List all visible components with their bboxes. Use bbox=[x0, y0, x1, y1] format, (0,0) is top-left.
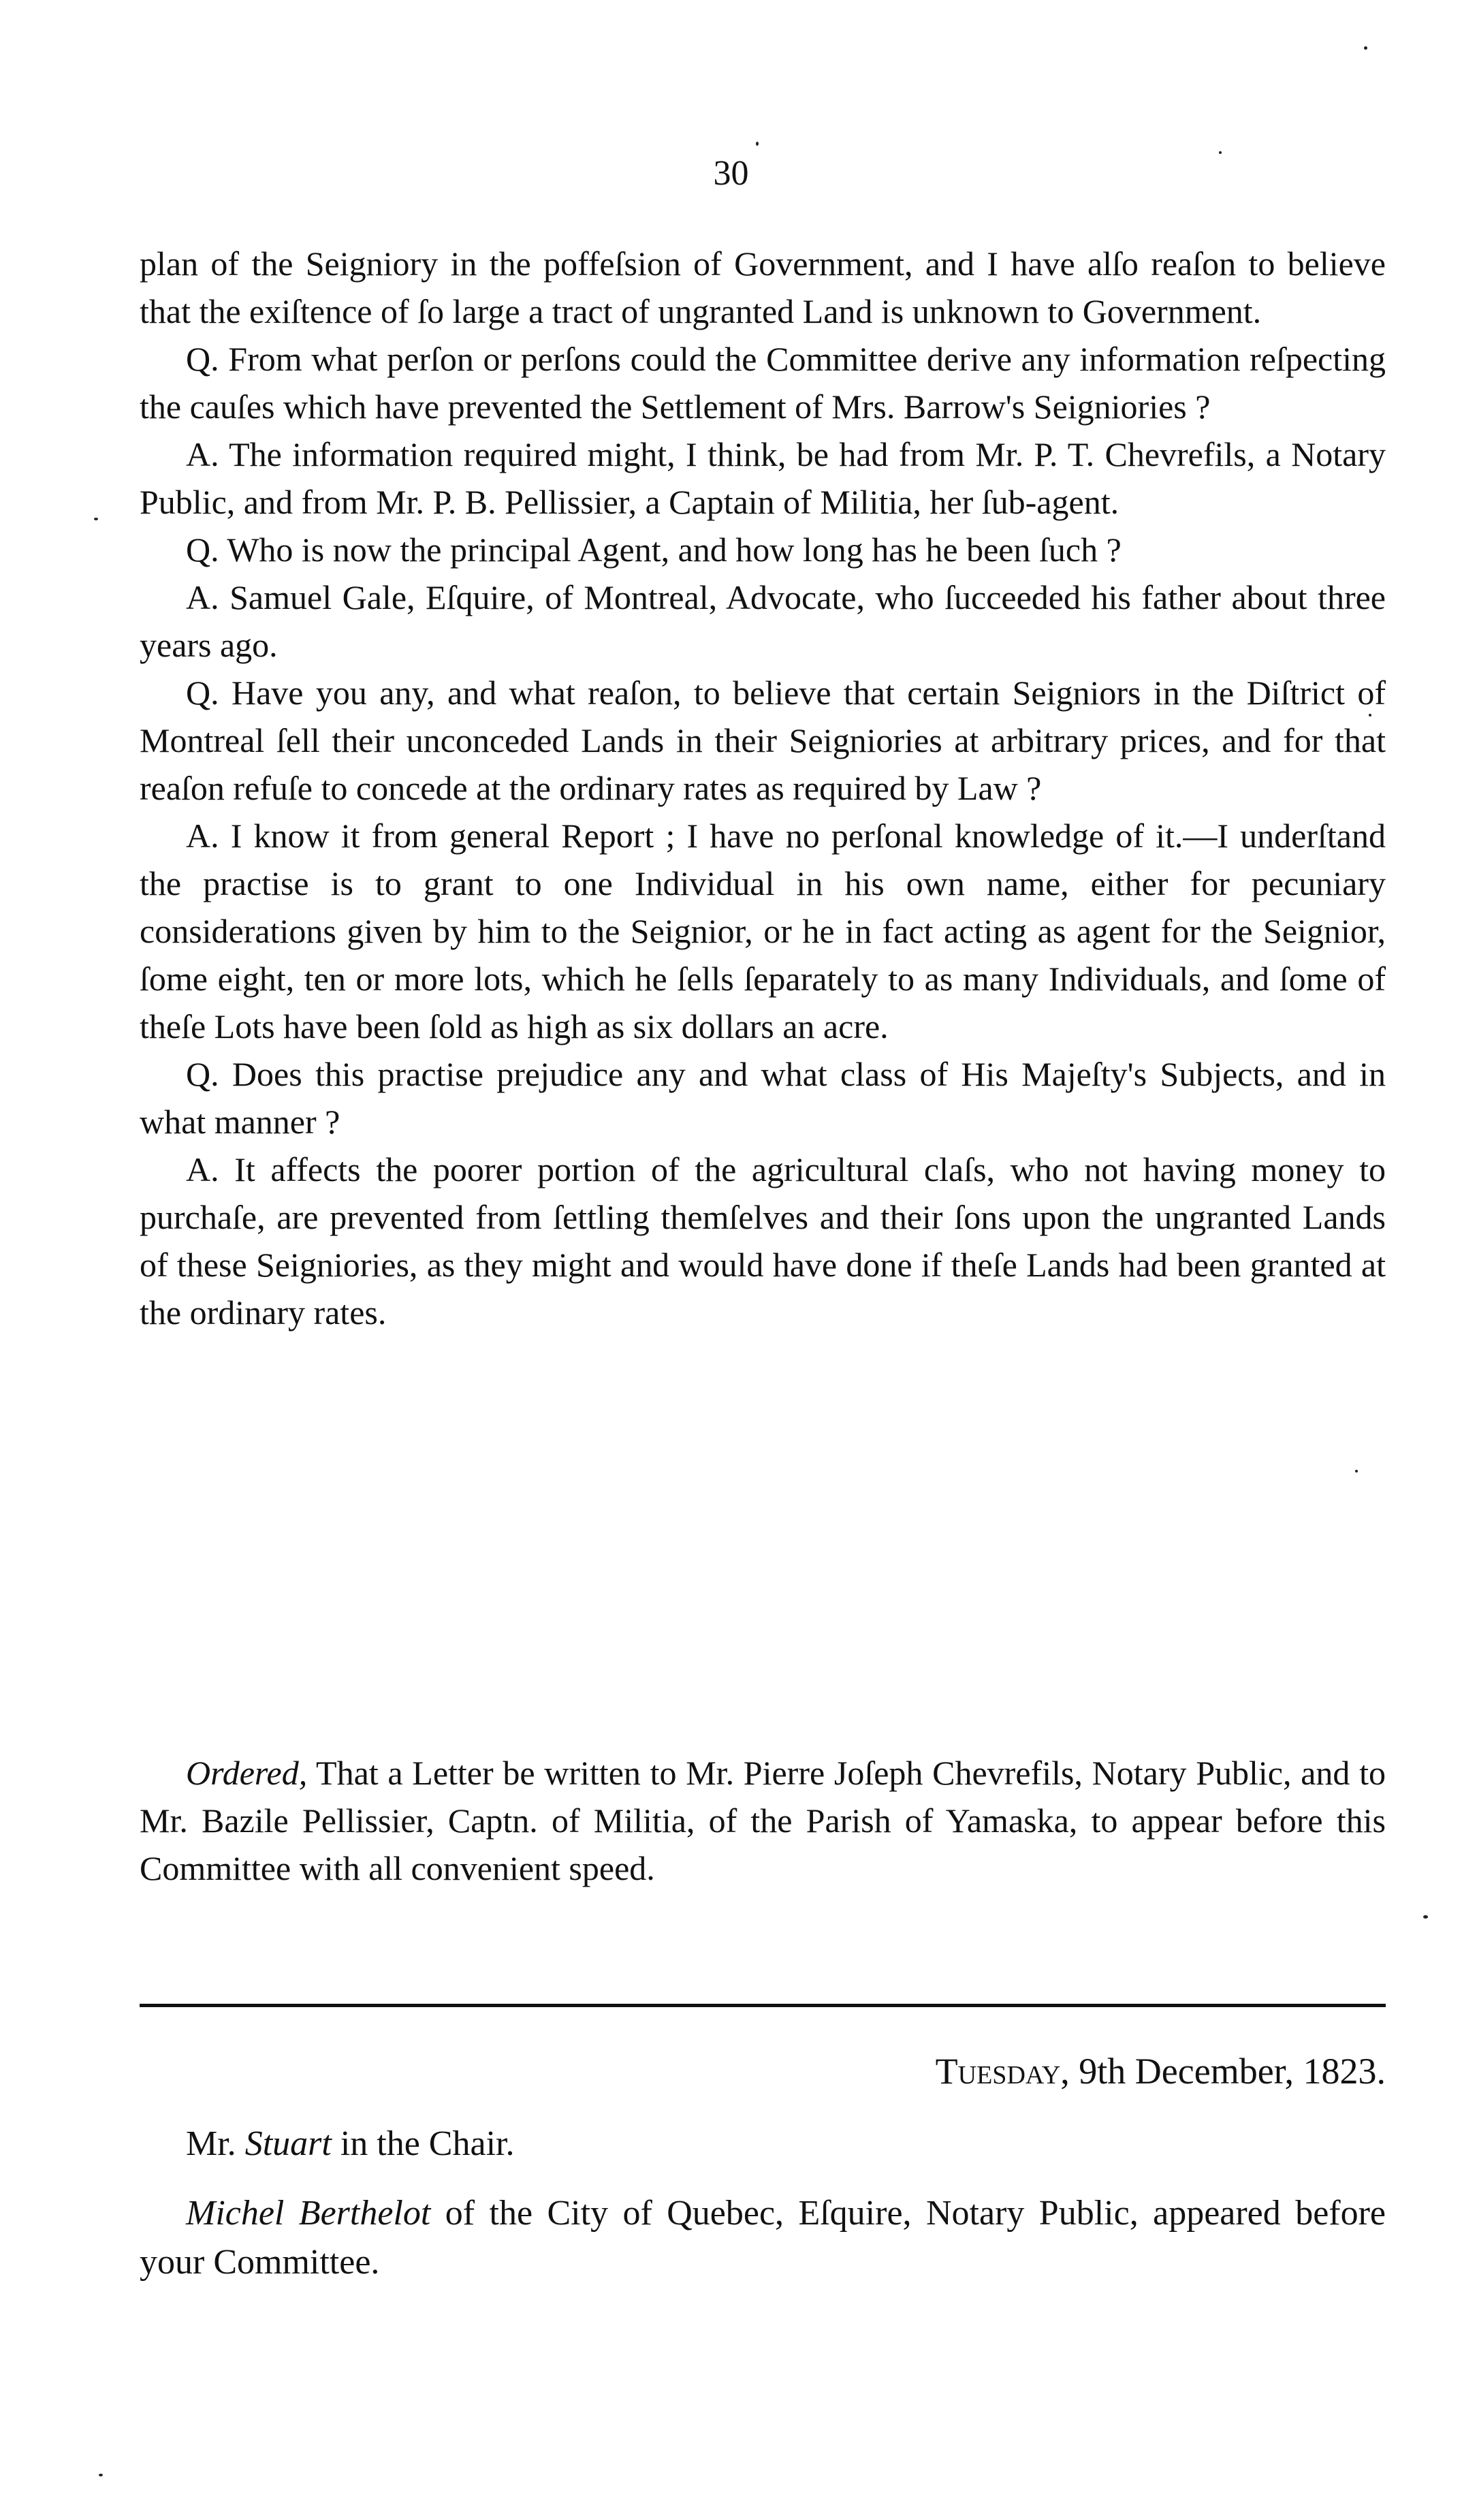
dateline bbox=[698, 2050, 1386, 2092]
section-divider bbox=[140, 2004, 1386, 2007]
appearance-paragraph bbox=[140, 2189, 1386, 2287]
answer-paragraph: A. Samuel Gale, Eſquire, of Montreal, Advocate, who ſucceeded his father about three years ago. bbox=[140, 578, 1386, 664]
scan-speck bbox=[1364, 46, 1367, 50]
scan-speck bbox=[1355, 1470, 1358, 1472]
answer-paragraph: A. I know it from general Report ; I have no perſonal knowledge of it.—I underſtand the practise is to grant to one Individual in his own name, either for pecuniary considerations given by him to the Seignior, or he in fact acting as agent for the Seignior, ſome eight, ten or more lots, which he ſells ſeparately to as many Individuals, and ſome of theſe Lots have been ſold as high as six dollars an acre. bbox=[140, 817, 1386, 1045]
question-paragraph: Q. Who is now the principal Agent, and how long has he been ſuch ? bbox=[186, 531, 1122, 569]
appearance-text: of the City of Quebec, Eſquire, Notary Public, appeared before your Committee. bbox=[140, 2194, 1386, 2282]
page-number: 30 bbox=[713, 154, 749, 193]
chair-name: Stuart bbox=[244, 2124, 332, 2163]
dateline-date: 9th December, 1823. bbox=[1079, 2051, 1386, 2092]
dateline-day: Tuesday, bbox=[935, 2051, 1070, 2092]
ordered-paragraph bbox=[140, 1749, 1386, 1892]
scan-speck bbox=[1369, 714, 1371, 716]
meeting-section bbox=[140, 2120, 1386, 2322]
scan-speck bbox=[94, 518, 98, 520]
chair-suffix: in the Chair. bbox=[340, 2124, 515, 2163]
ordered-lead: Ordered, bbox=[186, 1754, 308, 1792]
scan-speck bbox=[99, 2474, 103, 2476]
ordered-section bbox=[140, 1749, 1386, 1892]
question-paragraph: Q. Does this practise prejudice any and what class of His Majeſty's Subjects, and in what manner ? bbox=[140, 1055, 1386, 1141]
paragraph-continuation: plan of the Seigniory in the poffeſsion of Government, and I have alſo reaſon to believe that the exiſtence of ſo large a tract of ungranted Land is unknown to Government. bbox=[140, 245, 1386, 330]
scan-speck bbox=[1423, 1915, 1428, 1919]
answer-paragraph: A. It affects the poorer portion of the agricultural claſs, who not having money to purchaſe, are prevented from ſettling themſelves and their ſons upon the ungranted Lands of these Seigniories, as they might and would have done if theſe Lands had been granted at the ordinary rates. bbox=[140, 1150, 1386, 1332]
witness-name: Michel Berthelot bbox=[186, 2194, 431, 2233]
question-paragraph: Q. Have you any, and what reaſon, to believe that certain Seigniors in the Diſtrict of Montreal ſell their unconceded Lands in their Seigniories at arbitrary prices, and for that reaſon refuſe to concede at the ordinary rates as required by Law ? bbox=[140, 674, 1386, 807]
chair-prefix: Mr. bbox=[186, 2124, 236, 2163]
chair-line bbox=[140, 2120, 1386, 2169]
question-paragraph: Q. From what perſon or perſons could the Committee derive any information reſpecting the cauſes which have prevented the Settlement of Mrs. Barrow's Seigniories ? bbox=[140, 340, 1386, 426]
testimony-body bbox=[140, 240, 1386, 1336]
ordered-text: That a Letter be written to Mr. Pierre Joſeph Chevrefils, Notary Public, and to Mr. Bazile Pellissier, Captn. of Militia, of the Parish of Yamaska, to appear before this Committee with all convenient speed. bbox=[140, 1754, 1386, 1887]
scan-speck bbox=[1219, 151, 1222, 154]
answer-paragraph: A. The information required might, I think, be had from Mr. P. T. Chevrefils, a Notary Public, and from Mr. P. B. Pellissier, a Captain of Militia, her ſub-agent. bbox=[140, 435, 1386, 521]
scan-speck bbox=[756, 142, 759, 146]
